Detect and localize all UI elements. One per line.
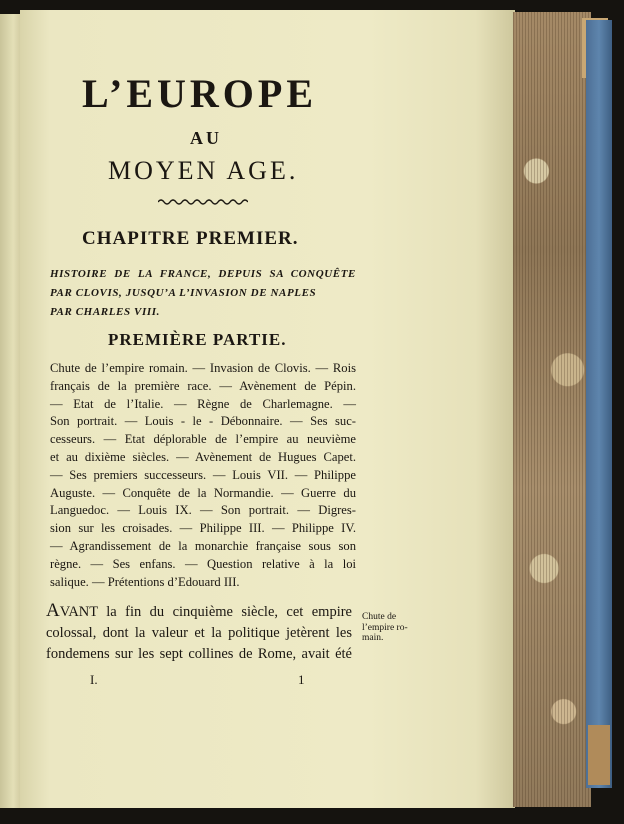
summary-line: Chute de l’empire romain. — Invasion de Clovis. — Rois: [50, 361, 356, 375]
part-heading: PREMIÈRE PARTIE.: [108, 330, 287, 349]
book-cover-blue: [586, 20, 612, 788]
chapter-description-line: PAR CLOVIS, JUSQU’A L’INVASION DE NAPLES: [50, 287, 317, 299]
body-line: fondemens sur les sept collines de Rome, avait été: [46, 646, 352, 662]
chapter-heading: CHAPITRE PREMIER.: [82, 228, 299, 249]
book-subtitle: MOYEN AGE.: [108, 156, 299, 185]
summary-line: — Etat de l’Italie. — Règne de Charlemagne. —: [50, 396, 356, 411]
chapter-description-line: HISTOIRE DE LA FRANCE, DEPUIS SA CONQUÊTE: [50, 268, 356, 280]
chapter-summary: [50, 360, 356, 591]
summary-line: — Agrandissement de la monarchie française sous son: [50, 538, 356, 553]
body-line: [46, 600, 352, 623]
body-text: [46, 600, 352, 665]
summary-line: — Ses premiers successeurs. — Louis VII. — Philippe: [50, 467, 356, 482]
ornament-divider: [158, 198, 248, 206]
body-line-rest: VANT la fin du cinquième siècle, cet empire: [59, 604, 352, 620]
summary-line: et au dixième siècles. — Avènement de Hugues Capet.: [50, 449, 356, 464]
fore-edge-marbling: [513, 12, 591, 807]
summary-line: français de la première race. — Avènement de Pépin.: [50, 378, 356, 393]
sheet-signature: 1: [298, 672, 305, 687]
summary-line: Son portrait. — Louis - le - Débonnaire. — Ses suc-: [50, 414, 356, 429]
binding-corner-bottom: [588, 725, 610, 785]
chapter-description-line: PAR CHARLES VIII.: [50, 306, 160, 318]
volume-signature: I.: [90, 672, 98, 687]
title-connector: AU: [190, 128, 222, 148]
summary-line: salique. — Prétentions d’Edouard III.: [50, 574, 240, 589]
summary-line: cesseurs. — Etat déplorable de l’empire au neuvième: [50, 432, 356, 447]
margin-note: Chute de l’empire ro- main.: [362, 612, 408, 643]
drop-cap: A: [46, 600, 60, 621]
summary-line: règne. — Ses enfans. — Question relative à la loi: [50, 556, 356, 571]
summary-line: sion sur les croisades. — Philippe III. — Philippe IV.: [50, 521, 356, 536]
body-line: colossal, dont la valeur et la politique jetèrent les: [46, 625, 352, 641]
summary-line: Languedoc. — Louis IX. — Son portrait. — Digres-: [50, 503, 356, 518]
summary-line: Auguste. — Conquête de la Normandie. — Guerre du: [50, 485, 356, 500]
book-title: L’EUROPE: [82, 71, 318, 116]
